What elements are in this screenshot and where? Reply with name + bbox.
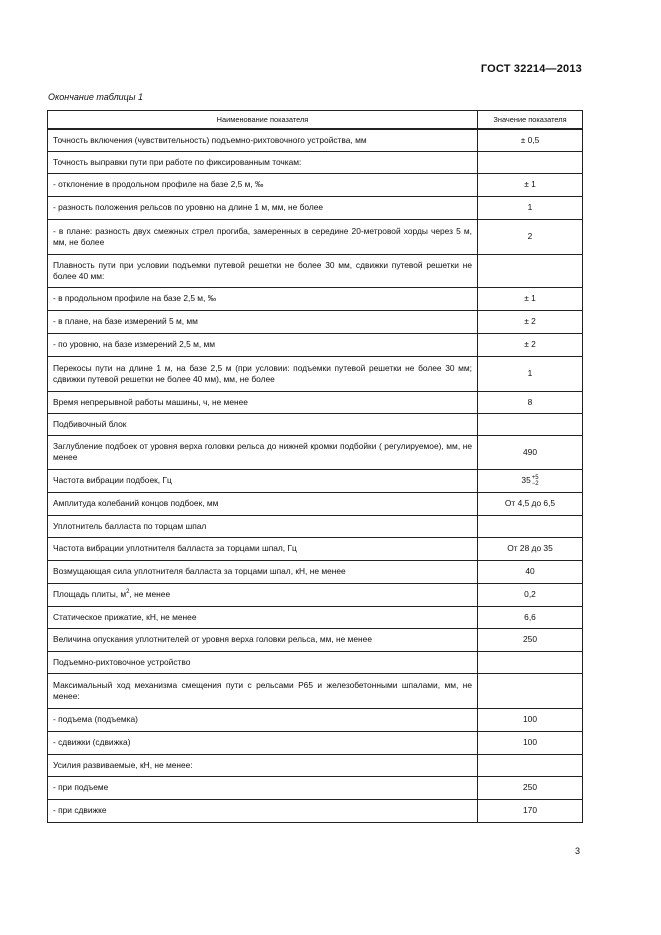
table-row [48,413,583,435]
row-name [48,583,478,606]
row-name: - разность положения рельсов по уровню на длине 1 м, мм, не более [48,196,478,219]
row-value: 0,2 [478,583,583,606]
specification-table [47,110,583,823]
table-row [48,129,583,151]
row-value: 250 [478,628,583,651]
row-value: 40 [478,560,583,583]
row-name: Время непрерывной работы машины, ч, не менее [48,391,478,413]
column-header-value: Значение показателя [478,111,583,130]
row-value: 170 [478,799,583,822]
table-row [48,469,583,492]
table-row [48,799,583,822]
row-name: Уплотнитель балласта по торцам шпал [48,515,478,537]
row-name: - в продольном профиле на базе 2,5 м, ‰ [48,287,478,310]
table-row [48,254,583,287]
row-name: - в плане: разность двух смежных стрел прогиба, замеренных в середине 20-метровой хорды через 5 м, мм, не более [48,219,478,254]
row-value: От 28 до 35 [478,537,583,560]
table-row [48,310,583,333]
row-name: Подъемно-рихтовочное устройство [48,651,478,673]
document-code: ГОСТ 32214—2013 [480,63,582,75]
table-row [48,560,583,583]
row-value: 490 [478,435,583,469]
row-value [478,413,583,435]
row-value [478,754,583,776]
row-name: Частота вибрации уплотнителя балласта за торцами шпал, Гц [48,537,478,560]
row-name: - при сдвижке [48,799,478,822]
table-row [48,673,583,708]
table-row [48,651,583,673]
row-name: Возмущающая сила уплотнителя балласта за торцами шпал, кН, не менее [48,560,478,583]
row-name: - отклонение в продольном профиле на базе 2,5 м, ‰ [48,173,478,196]
row-value [478,151,583,173]
row-name: Амплитуда колебаний концов подбоек, мм [48,492,478,515]
row-name: Точность выправки пути при работе по фиксированным точкам: [48,151,478,173]
row-value: От 4,5 до 6,5 [478,492,583,515]
tolerance-upper: +5 [531,474,539,481]
tolerance [532,475,539,487]
row-name: - в плане, на базе измерений 5 м, мм [48,310,478,333]
page-number: 3 [574,846,580,856]
row-name: Точность включения (чувствительность) подъемно-рихтовочного устройства, мм [48,129,478,151]
table-row [48,196,583,219]
row-value: 8 [478,391,583,413]
table-row [48,435,583,469]
tolerance-lower: −2 [531,480,539,487]
table-header-row [48,111,583,130]
row-value: 100 [478,731,583,754]
table-row [48,515,583,537]
table-row [48,356,583,391]
table-row [48,754,583,776]
row-name: - при подъеме [48,776,478,799]
row-value [478,673,583,708]
row-name: Максимальный ход механизма смещения пути с рельсами Р65 и железобетонными шпалами, мм, не менее: [48,673,478,708]
row-value [478,515,583,537]
table-row [48,776,583,799]
table-row [48,537,583,560]
row-value: ± 0,5 [478,129,583,151]
row-name: Подбивочный блок [48,413,478,435]
row-value: 2 [478,219,583,254]
row-name: - по уровню, на базе измерений 2,5 м, мм [48,333,478,356]
row-name: - подъема (подъемка) [48,708,478,731]
row-value [478,651,583,673]
table-row [48,287,583,310]
row-name: Заглубление подбоек от уровня верха головки рельса до нижней кромки подбойки ( регулируемое), мм, не менее [48,435,478,469]
row-value: 100 [478,708,583,731]
plate-area-suffix: , не менее [129,589,171,599]
row-value: 1 [478,196,583,219]
table-row [48,583,583,606]
row-name: Плавность пути при условии подъемки путевой решетки не более 30 мм, сдвижки путевой решетки не более 40 мм: [48,254,478,287]
table-row [48,628,583,651]
table-row [48,606,583,628]
column-header-name: Наименование показателя [48,111,478,130]
table-row [48,219,583,254]
table-row [48,731,583,754]
table-row [48,708,583,731]
row-value [478,469,583,492]
plate-area-unit-exponent: 2 [126,589,130,596]
row-value: 250 [478,776,583,799]
vibration-frequency-base: 35 [521,474,531,485]
plate-area-label: Площадь плиты, м [53,589,127,599]
table-row [48,151,583,173]
row-value: 6,6 [478,606,583,628]
table-row [48,333,583,356]
table-row [48,173,583,196]
row-value [478,254,583,287]
row-value: 1 [478,356,583,391]
row-value: ± 2 [478,310,583,333]
row-name: Частота вибрации подбоек, Гц [48,469,478,492]
row-name: Перекосы пути на длине 1 м, на базе 2,5 м (при условии: подъемки путевой решетки не более 30 мм; сдвижки путевой решетки не более 40 мм), мм, не более [48,356,478,391]
row-name: Усилия развиваемые, кН, не менее: [48,754,478,776]
table-row [48,391,583,413]
row-name: - сдвижки (сдвижка) [48,731,478,754]
row-name: Величина опускания уплотнителей от уровня верха головки рельса, мм, не менее [48,628,478,651]
row-value: ± 2 [478,333,583,356]
table-caption: Окончание таблицы 1 [48,92,143,102]
row-name: Статическое прижатие, кН, не менее [48,606,478,628]
row-value: ± 1 [478,173,583,196]
row-value: ± 1 [478,287,583,310]
table-row [48,492,583,515]
